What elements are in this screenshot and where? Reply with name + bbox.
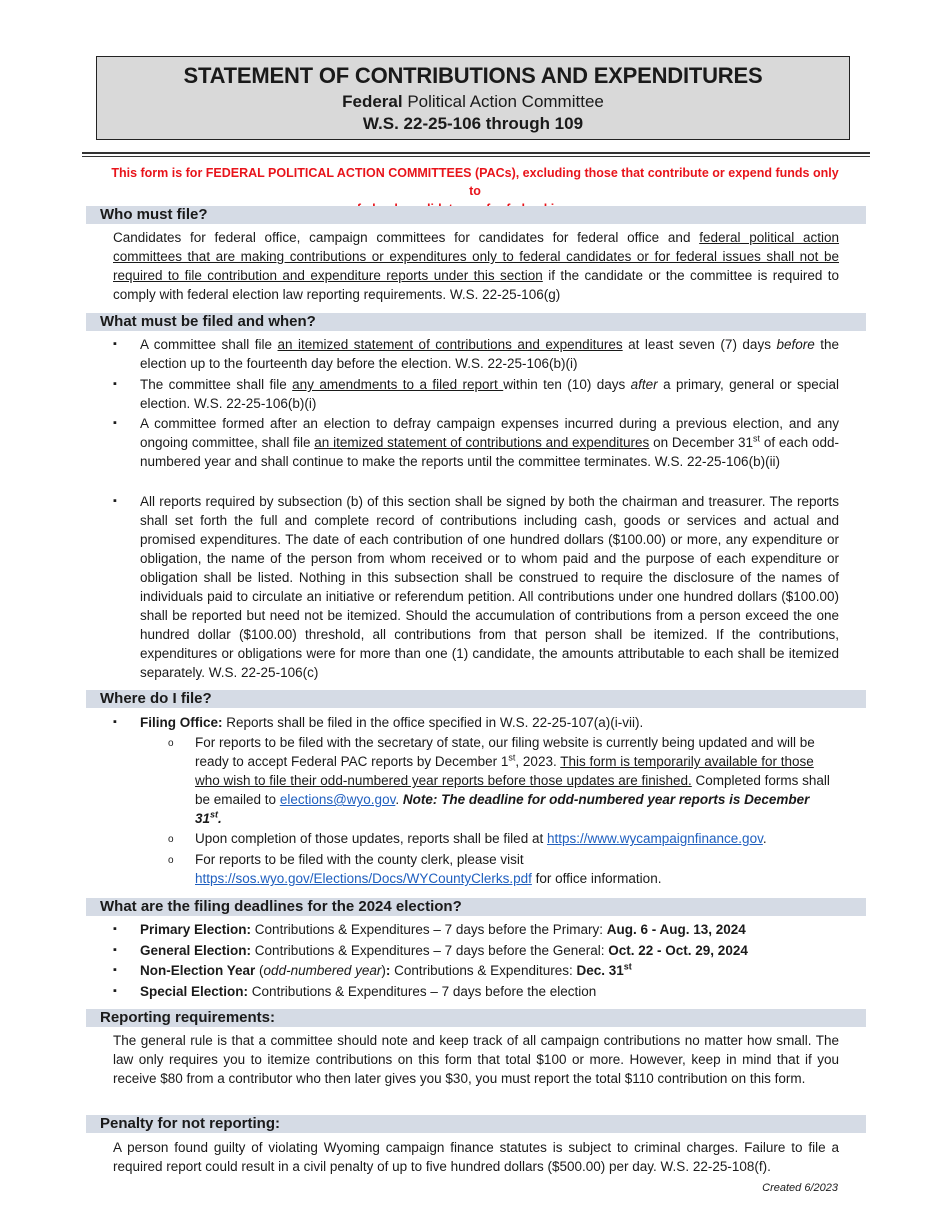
list-item: ▪ The committee shall file any amendments to a filed report within ten (10) days after a primary, general or special election. W.S. 22-25-106(b)(i) <box>140 375 839 413</box>
form-statute: W.S. 22-25-106 through 109 <box>362 114 584 133</box>
website-link[interactable]: https://www.wycampaignfinance.gov <box>546 831 763 846</box>
sub-list-item: o Upon completion of those updates, reports shall be filed at https://www.wycampaignfinance.gov. <box>195 829 839 848</box>
created-date: Created 6/2023 <box>762 1182 838 1194</box>
section-heading-what: What must be filed and when? <box>86 313 866 331</box>
section-heading-penalty: Penalty for not reporting: <box>86 1115 866 1133</box>
divider <box>82 156 870 157</box>
form-title: STATEMENT OF CONTRIBUTIONS AND EXPENDITURES <box>183 63 763 88</box>
notice: This form is for FEDERAL POLITICAL ACTION COMMITTEES (PACs), excluding those that contribute or expend funds only to <box>111 166 839 198</box>
who-paragraph: Candidates for federal office, campaign committees for candidates for federal office and federal political action committees that are making contributions or expenditures only to federal candidates or for federal issues shall not be required to file contribution and expenditure reports under this section if the candidate or the committee is required to comply with federal election law reporting requirements. W.S. 22-25-106(g) <box>113 230 840 302</box>
penalty-paragraph: A person found guilty of violating Wyoming campaign finance statutes is subject to criminal charges. Failure to file a required report could result in a civil penalty of up to five hundred dollars ($500.00) per day. W.S. 22-25-108(f). <box>113 1140 839 1174</box>
list-item: ▪ Filing Office: Reports shall be filed in the office specified in W.S. 22-25-107(a)(i-vii). <box>140 713 839 732</box>
section-heading-who: Who must file? <box>86 206 866 224</box>
list-item: ▪ All reports required by subsection (b) of this section shall be signed by both the chairman and treasurer. The reports shall set forth the full and complete record of contributions including cash, goods or services and actual and promised expenditures. The date of each contribution of one hundred dollars ($100.00) or more, any expenditure or obligation, the name of the person from whom received or to whom paid and the purpose of each expenditure or obligation shall be listed. Nothing in this subsection shall be construed to require the disclosure of the names of individuals paid to circulate an initiative or referendum petition. All contributions under one hundred dollars ($100.00) shall be reported but need not be itemized. Should the accumulation of contributions from a person exceed the one hundred dollar ($100.00) threshold, all contributions from that person shall be itemized. If the contributions, expenditures or obligations were for more than one (1) candidate, the amounts attributable to each shall be itemized separately. W.S. 22-25-106(c) <box>140 492 839 682</box>
list-item: ▪ General Election: Contributions & Expenditures – 7 days before the General: Oct. 22 - Oct. 29, 2024 <box>140 941 839 960</box>
email-link[interactable]: elections@wyo.gov <box>279 792 396 807</box>
section-heading-reporting: Reporting requirements: <box>86 1009 866 1027</box>
list-item: ▪ A committee formed after an election to defray campaign expenses incurred during a previous election, and any ongoing committee, shall file an itemized statement of contributions and expenditures on December 31st of each odd-numbered year and shall continue to make the reports until the committee terminates. W.S. 22-25-106(b)(ii) <box>140 414 839 471</box>
divider <box>82 152 870 154</box>
list-item: ▪ Non-Election Year (odd-numbered year): Contributions & Expenditures: Dec. 31st <box>140 961 839 980</box>
list-item: ▪ Primary Election: Contributions & Expenditures – 7 days before the Primary: Aug. 6 - Aug. 13, 2024 <box>140 920 839 939</box>
sub-list-item: o For reports to be filed with the secretary of state, our filing website is currently being updated and will be ready to accept Federal PAC reports by December 1st, 2023. This form is temporarily available for those who wish to file their odd-numbered year reports before those updates are finished. Completed forms shall be emailed to elections@wyo.gov. Note: The deadline for odd-numbered year reports is December 31st. <box>195 733 839 828</box>
list-item: ▪ A committee shall file an itemized statement of contributions and expenditures at least seven (7) days before the election up to the fourteenth day before the election. W.S. 22-25-106(b)(i) <box>140 335 839 373</box>
title-box <box>96 56 850 140</box>
section-heading-where: Where do I file? <box>86 690 866 708</box>
form-subtitle: Federal Political Action Committee <box>342 92 604 111</box>
sub-list-item: o For reports to be filed with the county clerk, please visit https://sos.wyo.gov/Elections/Docs/WYCountyClerks.pdf for office information. <box>195 850 839 888</box>
reporting-paragraph: The general rule is that a committee should note and keep track of all campaign contributions no matter how small. The law only requires you to itemize contributions on this form that total $100 or more. However, keep in mind that if you receive $80 from a contributor who then later gives you $30, you must report the total $110 contribution on this form. <box>113 1033 839 1086</box>
list-item: ▪ Special Election: Contributions & Expenditures – 7 days before the election <box>140 982 839 1001</box>
county-clerks-link[interactable]: https://sos.wyo.gov/Elections/Docs/WYCountyClerks.pdf <box>195 871 532 886</box>
section-heading-deadlines: What are the filing deadlines for the 2024 election? <box>86 898 866 916</box>
